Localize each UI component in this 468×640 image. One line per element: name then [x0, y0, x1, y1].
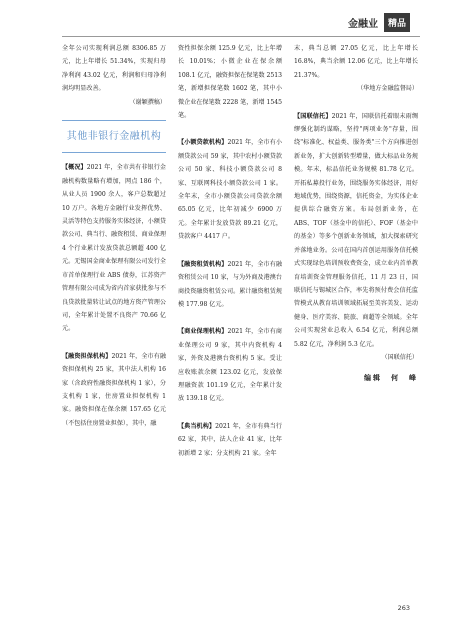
paragraph	[178, 258, 282, 312]
page-number: 263	[397, 604, 410, 612]
paragraph	[178, 136, 282, 243]
entry-body: 2021 年，全市有商业保理公司 9 家，其中内资机构 4 家，外资及港澳台资机构 5 家。受让应收账款余额 123.02 亿元，发放保理融资款 101.19 亿元，全年累计发放 139.18 亿元。	[178, 328, 283, 403]
entry-heading: 【概况】	[62, 164, 87, 172]
logo-text: 精品	[387, 19, 406, 29]
entry-heading: 【国联信托】	[294, 112, 332, 120]
paragraph	[62, 350, 166, 430]
paragraph: 资性担保余额 125.9 亿元，比上年增长 10.01%；小微企业在保余额 108.1 亿元，融资担保在保笔数 2513 笔，新增担保笔数 1602 笔，其中小微企业在保笔数 2228 笔，新增 1545 笔。	[178, 45, 282, 120]
entry-heading: 【融资担保机构】	[62, 352, 112, 360]
paragraph	[178, 420, 282, 460]
entry-body: 2021 年，全市有典当行 62 家，其中，法人企业 41 家，比年初新增 2 家；分支机构 21 家。全年	[178, 422, 282, 457]
editor-credit: 编辑 何 峰	[364, 374, 418, 383]
header-brand	[348, 13, 410, 32]
paragraph	[294, 110, 418, 351]
entry-body: 2021 年，全市有融资租赁公司 10 家，与为外商及港澳台商投资融资租赁公司。累计融资租赁规模 177.98 亿元。	[178, 260, 283, 308]
source-note: （华地方金融监督局）	[357, 85, 418, 93]
entry-heading: 【融资租赁机构】	[178, 260, 228, 268]
entry-body: 2021 年，全市有小额贷款公司 59 家，其中农村小额贷款公司 50 家、科技小额贷款公司 8 家、互联网科技小额贷款公司 1 家。全年末，全市小额贷款公司贷款余额 65.05 亿元，比年初减少 6900 万元。全年累计发放贷款 89.21 亿元，贷款客户 4417 户。	[178, 139, 283, 241]
entry-body: 2021 年，国联信托着眼未雨绸缪强化制约谋略，坚持"两项业务"存量，围绕"标准化、权益类、服务类"三个方向推进创新业务，扩大创新转型增量，做大标品业务规模。年末，标品信托业务规模 81.78 亿元。开拓私募投行业务，围绕服务实体经济，用好地域优势，围绕资源，信托资金，为实体企业提供综合融资方案。布局创新业务，在 ABS、TOF（基金中的信托）、FOF（基金中的基金）等多个创新业务领域，加大探索研究并落地业务。公司在国内首创运用服务信托模式实现绿色培训预收费资金，成立业内首单教育培训资金管理服务信托，11 月 23 日，国联信托与锡城区合作，率先将预付费会信托监管模式从教育培训领域拓展至美容美发、运动健身、医疗美容、院旅、商超等全领域。全年公司实现营业总收入 6.54 亿元，利润总额 5.82 亿元，净利润 5.3 亿元。	[294, 112, 418, 348]
entry-heading: 【小额贷款机构】	[178, 139, 228, 147]
paragraph: 全年公司实现利润总额 8306.85 万元，比上年增长 51.34%，实现归母净利润 43.02 亿元，利润和归母净利润均明显改善。	[62, 45, 166, 93]
section-name: 金融业	[348, 19, 378, 30]
yearbook-logo-icon	[384, 13, 410, 32]
paragraph	[178, 325, 282, 405]
source-note: （谢颖撰稿）	[129, 98, 166, 106]
paragraph	[62, 161, 166, 335]
column-1	[62, 42, 166, 430]
entry-heading: 【典当机构】	[178, 422, 216, 430]
entry-body: 2021 年，全市有融资担保机构 25 家，其中法人机构 16 家（含政府性融资担保机构 1 家），分支机构 1 家，住房置业担保机构 1 家。融资担保在保余额 157.65 亿元（不包括住房置业担保），其中，融	[62, 352, 167, 427]
entry-body: 2021 年，全市共有非银行金融机构数量略有增加，网点 186 个，从业人员 1900 余人，客户总数超过 10 万户。各地方金融行业发挥优势、灵活等特色支持服务实体经济，小额贷款公司、典当行、融资租赁、商业保理 4 个行业累计发放贷款总额超 400 亿元。无锡国金商业保理有限公司发行全市首单保理行业 ABS 债券，江苏资产管理有限公司成为省内首家获批参与不良贷款批量转让试点的地方资产管理公司，全年累计处置不良资产 70.66 亿元。	[62, 164, 166, 333]
column-3	[294, 42, 418, 386]
section-title: 其他非银行金融机构	[62, 120, 166, 153]
paragraph: 末，典当总额 27.05 亿元，比上年增长 16.8%，典当余额 12.06 亿元，比上年增长 21.37%。	[294, 45, 418, 79]
header-divider	[62, 36, 420, 37]
entry-heading: 【商业保理机构】	[178, 328, 228, 336]
column-2	[178, 42, 282, 460]
source-note: （国联信托）	[381, 353, 418, 361]
